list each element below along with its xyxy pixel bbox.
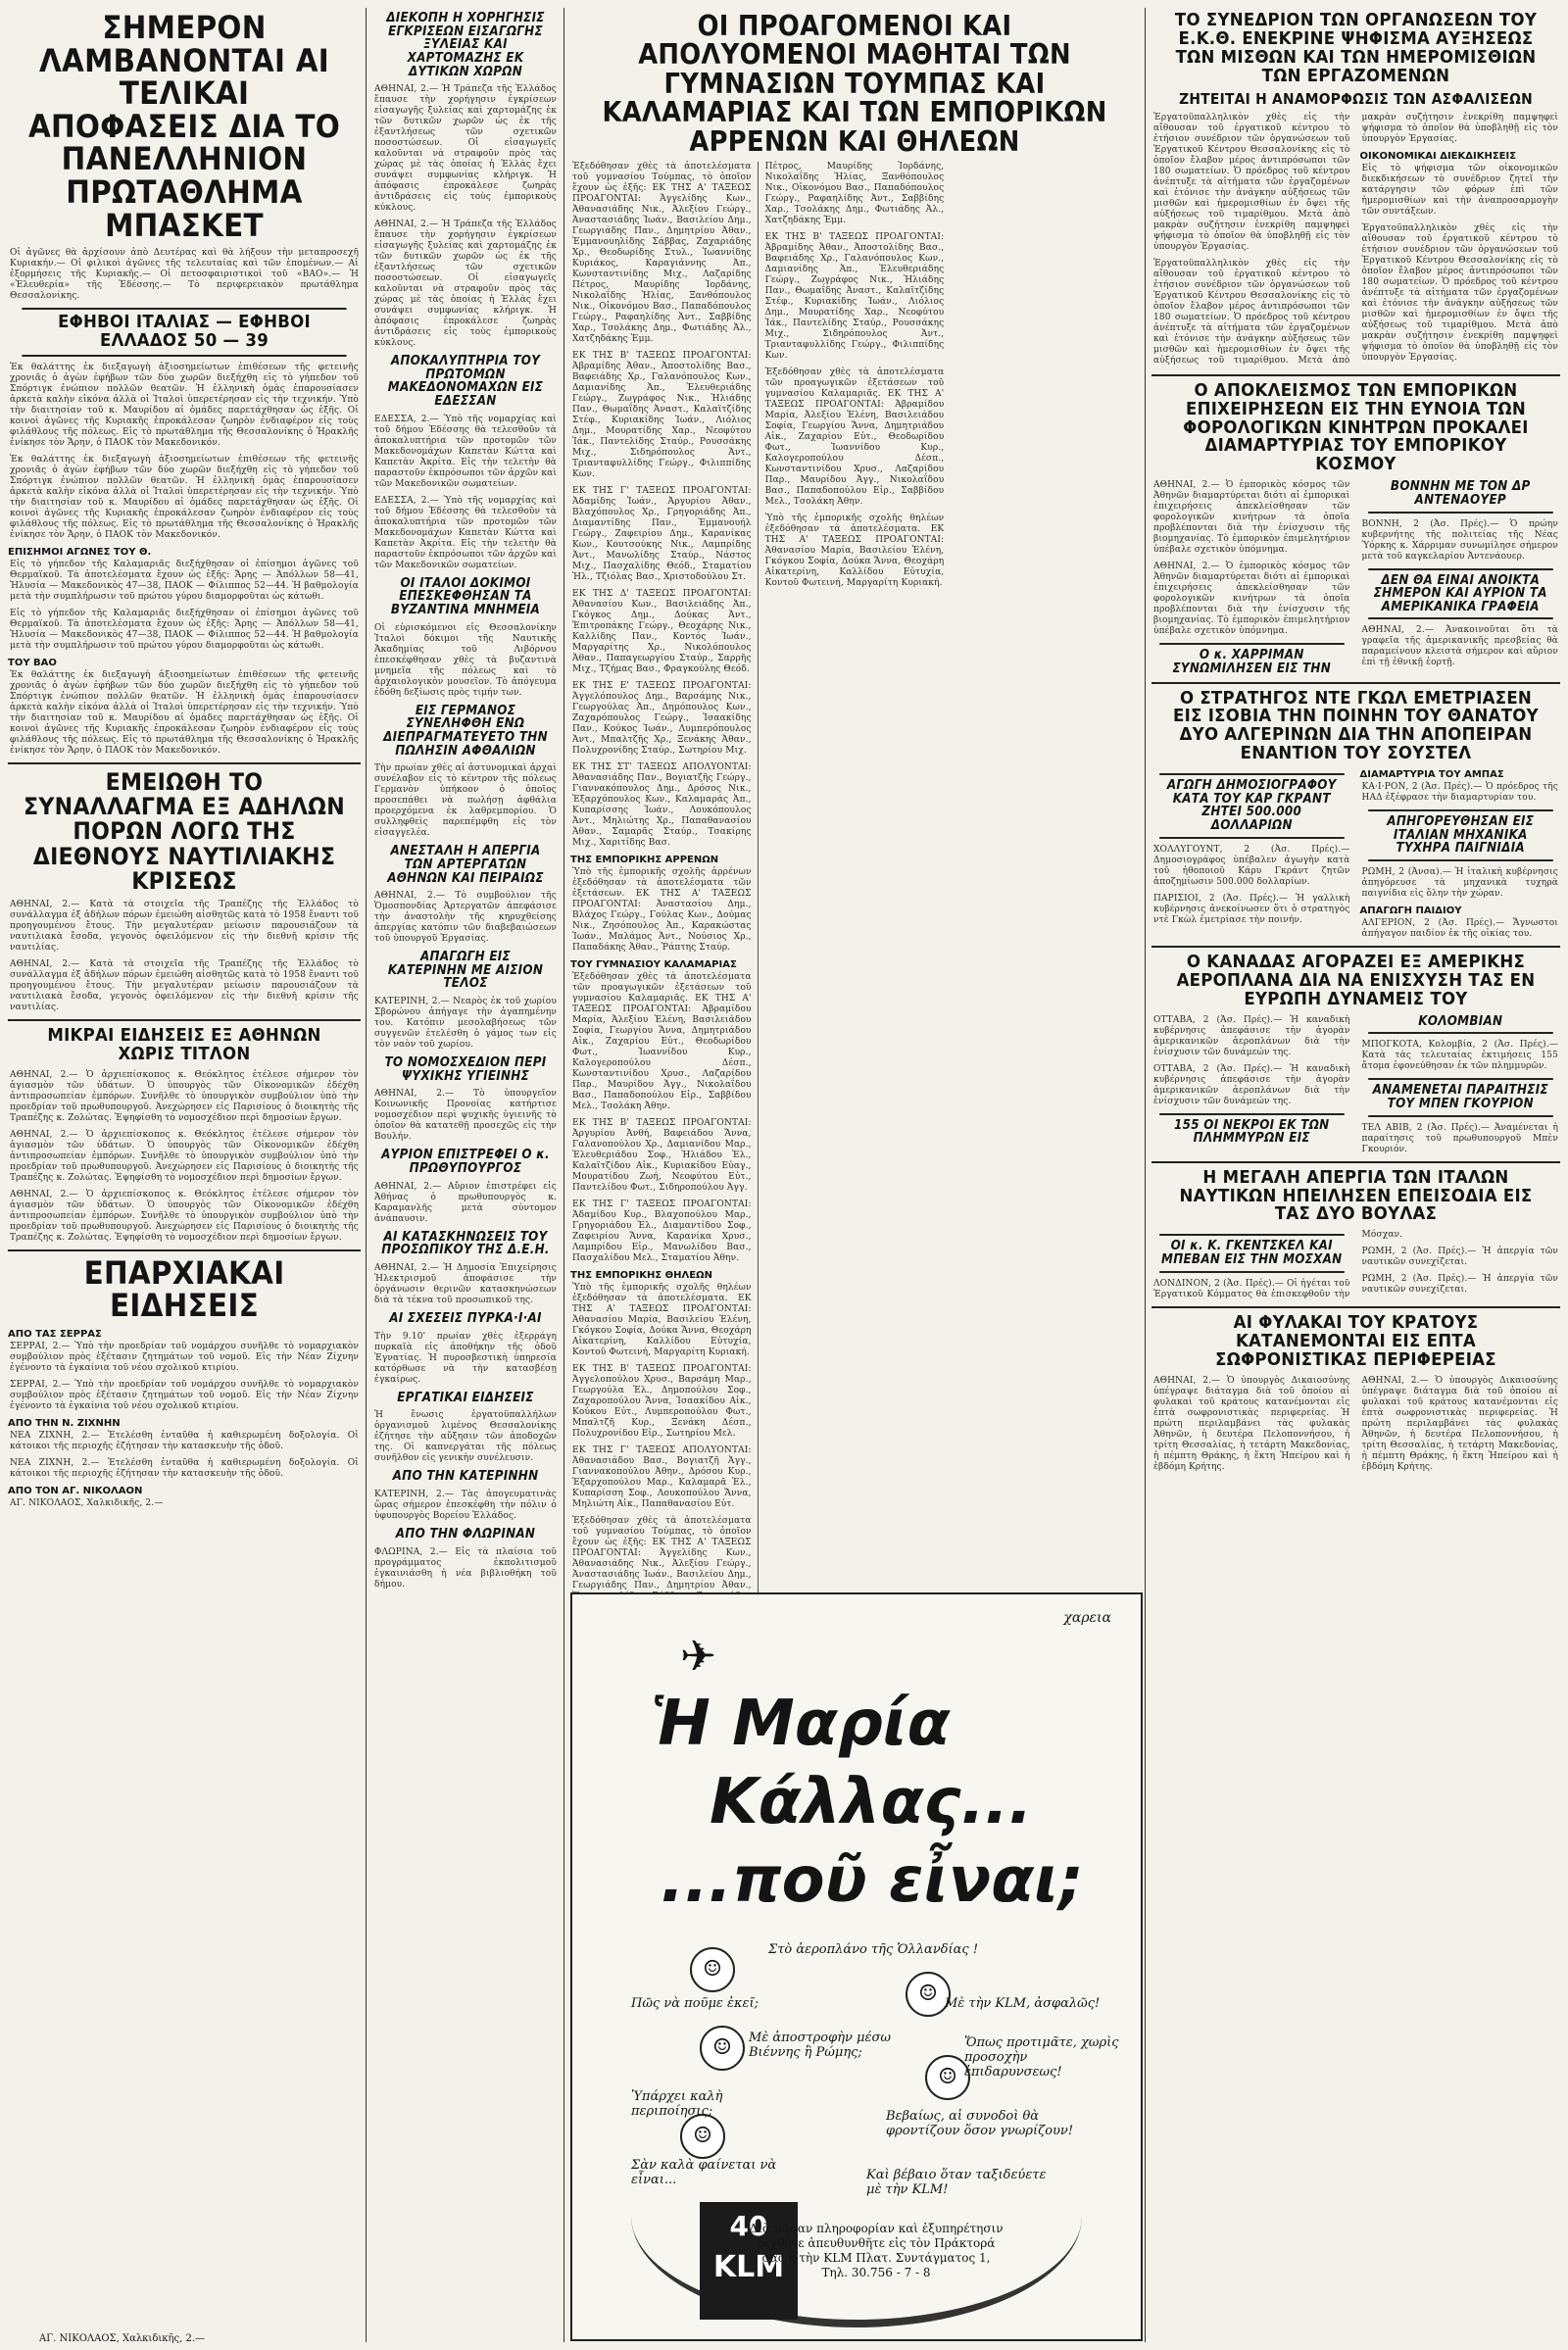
article-body: Ἐκ θαλάττης ἐκ διεξαγωγὴ ἀξιοσημείωτων ἐπιθέσεων τῆς φετεινῆς χρονιᾶς ὁ ἀγὼν ἐφήβων τῶν δύο χωρῶν διεξήχθη εἰς τὸ γήπεδον τοῦ Σπόρτιγκ ἐνώπιον πολλῶν θεατῶν. Ἡ ἑλληνικὴ ὁμὰς ἐπαρουσίασεν ἀρκετὰ καλὴν εἰκόνα ἀλλὰ οἱ Ἰταλοὶ ὑπερετέρησαν εἰς τὴν τεχνικήν. Ὑπὸ τὴν διαιτησίαν τοῦ κ. Μαυρίδου αἱ ὁμάδες παρετάχθησαν ὡς ἑξῆς. Οἱ κοινοὶ ἀγῶνες τῆς Κυριακῆς ἐπροκάλεσαν ζωηρὸν ἐνδιαφέρον εἰς τοὺς φιλάθλους τῆς πόλεως. Εἰς τὸ πρωτάθλημα τῆς Θεσσαλονίκης ὁ Ἡρακλῆς ἐνίκησε τὸν Ἄρην, ὁ ΠΑΟΚ τὸν Μακεδονικόν.: [10, 454, 359, 540]
subheading: ΟΙΚΟΝΟΜΙΚΑΙ ΔΙΕΚΔΙΚΗΣΕΙΣ: [1359, 151, 1517, 163]
article-body: ΕΔΕΣΣΑ, 2.— Ὑπὸ τῆς νομαρχίας καὶ τοῦ δήμου Ἐδέσσης θὰ τελεσθοῦν τὰ ἀποκαλυπτήρια τῶν προτομῶν τῶν Μακεδονομάχων Καπετὰν Κώττα καὶ Καπετὰν Ἀκρίτα. Εἰς τὴν τελετὴν θὰ παραστοῦν ἐκπρόσωποι τῶν ἀρχῶν καὶ τῶν Μακεδονικῶν σωματείων.: [374, 414, 557, 489]
headline: ΑΙ ΦΥΛΑΚΑΙ ΤΟΥ ΚΡΑΤΟΥΣ ΚΑΤΑΝΕΜΟΝΤΑΙ ΕΙΣ ΕΠΤΑ ΣΩΦΡΟΝΙΣΤΙΚΑΣ ΠΕΡΙΦΕΡΕΙΑΣ: [1215, 1312, 1496, 1371]
article-body: Ὑπὸ τῆς ἐμπορικῆς σχολῆς θηλέων ἐξεδόθησαν τὰ ἀποτελέσματα. ΕΚ ΤΗΣ Α' ΤΑΞΕΩΣ ΠΡΟΑΓΟΝΤΑΙ: Ἀθανασίου Μαρία, Βασιλείου Ἑλένη, Γκόγκου Σοφία, Δούκα Ἄννα, Θεοχάρη Αἰκατερίνη, Καλλίδου Εὐτυχία, Κοντοῦ Φωτεινή, Μαργαρίτη Κυριακή.: [572, 1282, 752, 1357]
column-4: [1152, 8, 1560, 2342]
headline: ΑΓΩΓΗ ΔΗΜΟΣΙΟΓΡΑΦΟΥ ΚΑΤΑ ΤΟΥ ΚΑΡ ΓΚΡΑΝΤ ΖΗΤΕΙ 500.000 ΔΟΛΛΑΡΙΩΝ: [1159, 773, 1344, 839]
headline: ΖΗΤΕΙΤΑΙ Η ΑΝΑΜΟΡΦΩΣΙΣ ΤΩΝ ΑΣΦΑΛΙΣΕΩΝ: [1179, 89, 1533, 108]
article-body: ΑΘΗΝΑΙ, 2.— Ἡ Δημοσία Ἐπιχείρησις Ἠλεκτρισμοῦ ἀποφάσισε τὴν ὀργάνωσιν θερινῶν κατασκηνώσεων διὰ τὰ τέκνα τοῦ προσωπικοῦ της.: [374, 1262, 557, 1305]
article-body: ΕΚ ΤΗΣ Γ' ΤΑΞΕΩΣ ΠΡΟΑΓΟΝΤΑΙ: Ἀδαμίδου Κυρ., Βλαχοπούλου Μαρ., Γρηγοριάδου Ἑλ., Διαμαντίδου Σοφ., Ζαφειρίου Ἄννα, Καρανίκα Χρυσ., Λαμπρίδου Εἰρ., Μανωλίδου Βασ., Πασχαλίδου Μελ., Σταματίου Ἀθην.: [572, 1199, 752, 1263]
article-body: Εἰς τὸ ψήφισμα τῶν οἰκονομικῶν διεκδικήσεων τὸ συνέδριον ζητεῖ τὴν κατάργησιν τῶν φόρων ἐπὶ τῶν ἡμερομισθίων καὶ τὴν ἀναπροσαρμογὴν τῶν συντάξεων.: [1361, 164, 1558, 218]
subheading: ΤΗΣ ΕΜΠΟΡΙΚΗΣ ΑΡΡΕΝΩΝ: [570, 854, 719, 865]
article-body: ΑΘΗΝΑΙ, 2.— Ὁ ἀρχιεπίσκοπος κ. Θεόκλητος ἐτέλεσε σήμερον τὸν ἁγιασμὸν τῶν ὑδάτων. Ὁ ὑπουργὸς τῶν Οἰκονομικῶν ἐδέχθη ἀντιπροσωπείαν ἐμπόρων. Συνῆλθε τὸ ὑπουργικὸν συμβούλιον ὑπὸ τὴν προεδρίαν τοῦ πρωθυπουργοῦ. Ἀνεχώρησεν εἰς Παρισίους ὁ διοικητὴς τῆς Τραπέζης κ. Ζολώτας. Ἐψηφίσθη τὸ νομοσχέδιον περὶ δημοσίων ἔργων.: [10, 1129, 359, 1183]
article-body: ΕΚ ΤΗΣ Β' ΤΑΞΕΩΣ ΠΡΟΑΓΟΝΤΑΙ: Ἀγγελοπούλου Χρυσ., Βαρσάμη Μαρ., Γεωργούλα Ἑλ., Δημοπούλου Σοφ., Ζαχαροπούλου Ἄννα, Ἰσαακίδου Αἰκ., Κούκου Εὐτ., Λυμπεροπούλου Φωτ., Μπαλτζῆ Κυρ., Ξενάκη Δέσπ., Πολυχρονίδου Εἰρ., Σωτηρίου Μελ.: [572, 1363, 752, 1439]
article-body: Εἰς τὸ γήπεδον τῆς Καλαμαριᾶς διεξήχθησαν οἱ ἐπίσημοι ἀγῶνες τοῦ Θερμαϊκοῦ. Τὰ ἀποτελέσματα ἔχουν ὡς ἑξῆς: Ἄρης — Ἀπόλλων 58—41, Ἠλυσία — Μακεδονικὸς 47—38, ΠΑΟΚ — Φίλιππος 52—44. Ἡ βαθμολογία μετὰ τὴν συμπλήρωσιν τοῦ πρώτου γύρου διαμορφοῦται ὡς κάτωθι.: [10, 559, 359, 602]
headline: ΕΡΓΑΤΙΚΑΙ ΕΙΔΗΣΕΙΣ: [397, 1390, 534, 1405]
article-body: ΕΚ ΤΗΣ Γ' ΤΑΞΕΩΣ ΑΠΟΛΥΟΝΤΑΙ: Ἀθανασιάδου Βασ., Βογιατζῆ Ἀγγ., Γιαννακοπούλου Ἀθην., Δρόσου Κυρ., Ἐξαρχοπούλου Μαρ., Καλαμαρᾶ Ἑλ., Κυπαρίσση Σοφ., Λουκοπούλου Ἄννα, Μηλιώτη Αἰκ., Παπαθανασίου Εὐτ.: [572, 1444, 752, 1509]
article-body: ΕΚ ΤΗΣ Ε' ΤΑΞΕΩΣ ΠΡΟΑΓΟΝΤΑΙ: Ἀγγελόπουλος Δημ., Βαρσάμης Νικ., Γεωργούλας Ἀπ., Δημόπουλος Κων., Ζαχαρόπουλος Γεώργ., Ἰσαακίδης Παν., Κούκος Ἰωάν., Λυμπερόπουλος Ἀντ., Μπαλτζῆς Χρ., Ξενάκης Ἀθαν., Πολυχρονίδης Σταύρ., Σωτηρίου Μιχ.: [572, 680, 752, 756]
headline: ΜΙΚΡΑΙ ΕΙΔΗΣΕΙΣ ΕΞ ΑΘΗΝΩΝ ΧΩΡΙΣ ΤΙΤΛΟΝ: [47, 1024, 321, 1064]
subheading: ΔΙΑΜΑΡΤΥΡΙΑ ΤΟΥ ΑΜΠΑΣ: [1359, 769, 1504, 781]
article-body: ΒΟΝΝΗ, 2 (Ἀσ. Πρές).— Ὁ πρώην κυβερνήτης τῆς πολιτείας τῆς Νέας Ὑόρκης κ. Χάρριμαν συνωμίλησε σήμερον μετὰ τοῦ καγκελαρίου Ἀντενάουερ.: [1361, 518, 1558, 562]
article-body: ΑΓ. ΝΙΚΟΛΑΟΣ, Χαλκιδικῆς, 2.—: [10, 1497, 164, 1508]
divider: [1152, 682, 1560, 684]
article-body: ΟΤΤΑΒΑ, 2 (Ἀσ. Πρές).— Ἡ καναδικὴ κυβέρνησις ἀπεφάσισε τὴν ἀγορὰν ἀμερικανικῶν ἀεροπλάνων διὰ τὴν ἐνίσχυσιν τῶν δυνάμεών της.: [1153, 1014, 1350, 1057]
headline: ΑΝΕΣΤΑΛΗ Η ΑΠΕΡΓΙΑ ΤΩΝ ΑΡΤΕΡΓΑΤΩΝ ΑΘΗΝΩΝ ΚΑΙ ΠΕΙΡΑΙΩΣ: [387, 844, 544, 886]
divider: [1152, 374, 1560, 376]
face-icon: ☺: [906, 1972, 951, 2017]
divider: [8, 1249, 361, 1251]
headline: ΑΠΟΚΑΛΥΠΤΗΡΙΑ ΤΟΥ ΠΡΩΤΟΜΩΝ ΜΑΚΕΔΟΝΟΜΑΧΩΝ ΕΙΣ ΕΔΕΣΣΑΝ: [387, 354, 544, 410]
subheading: ΑΠΟ ΤΗΝ Ν. ΖΙΧΝΗΝ: [8, 1417, 121, 1429]
article-body: ΕΚ ΤΗΣ Β' ΤΑΞΕΩΣ ΠΡΟΑΓΟΝΤΑΙ: Ἀργυρίου Ἀνθή, Βαφειάδου Ἄννα, Γαλανοπούλου Χρ., Δαμιανίδου Μαρ., Ἐλευθεριάδου Σοφ., Ἠλιάδου Ἑλ., Καλαϊτζίδου Αἰκ., Κυριακίδου Εὐαγ., Μουρατίδου Ζωή, Νεοφύτου Εὐτ., Παντελίδου Φωτ., Σιδηροπούλου Ἀγγ.: [572, 1117, 752, 1193]
divider: [8, 1019, 361, 1021]
subheading: ΤΟΥ ΒΑΟ: [8, 657, 57, 668]
airplane-icon: ✈: [680, 1632, 716, 1682]
article-body: ΡΩΜΗ, 2 (Ἀνσα).— Ἡ ἰταλικὴ κυβέρνησις ἀπηγόρευσε τὰ μηχανικὰ τυχηρὰ παιγνίδια εἰς ὅλην τὴν χώραν.: [1361, 867, 1558, 900]
article-body: ΕΚ ΤΗΣ ΣΤ' ΤΑΞΕΩΣ ΑΠΟΛΥΟΝΤΑΙ: Ἀθανασιάδης Παν., Βογιατζῆς Γεώργ., Γιαννακόπουλος Δημ., Δρόσος Νικ., Ἐξαρχόπουλος Κων., Καλαμαράς Ἀπ., Κυπαρίσσης Ἰωάν., Λουκόπουλος Ἀντ., Μηλιώτης Χρ., Παπαθανασίου Ἀθαν., Σαμαρᾶς Σταύρ., Τσακίρης Μιχ., Χαριτίδης Βασ.: [572, 761, 752, 848]
ad-swoosh: [631, 2104, 1082, 2327]
headline: ΑΙ ΣΧΕΣΕΙΣ ΠΥΡΚΑ·Ι·ΑΙ: [389, 1310, 542, 1326]
article-body: ΕΚ ΤΗΣ Δ' ΤΑΞΕΩΣ ΠΡΟΑΓΟΝΤΑΙ: Ἀθανασίου Κων., Βασιλειάδης Ἀπ., Γκόγκος Δημ., Δούκας Ἀντ., Ἐπιτροπάκης Γεώργ., Θεοχάρης Νικ., Καλλίδης Παν., Κοντός Ἰωάν., Μαργαρίτης Χρ., Νικολόπουλος Ἀθαν., Παπαγεωργίου Σταύρ., Σαρρῆς Μιχ., Τζήμας Βασ., Φραγκούλης Θεόδ.: [572, 588, 752, 674]
ad-contact: Διὰ πᾶσαν πληροφορίαν καὶ ἐξυπηρέτησιν δεχθῆτε ἀπευθυνθῆτε εἰς τὸν Πράκτορά σας ἢ τὴν KLM Πλατ. Συντάγματος 1, Τηλ. 30.756 - 7 - 8: [749, 2222, 1004, 2279]
article-columns: [1152, 113, 1560, 368]
headline: ΕΙΣ ΓΕΡΜΑΝΟΣ ΣΥΝΕΛΗΦΘΗ ΕΝΩ ΔΙΕΠΡΑΓΜΑΤΕΥΕΤΟ ΤΗΝ ΠΩΛΗΣΙΝ ΑΦΘΑΛΙΩΝ: [383, 703, 548, 759]
ad-question: Ὑπάρχει καλὴ περιποίησις;: [631, 2089, 723, 2119]
headline: ΤΟ ΣΥΝΕΔΡΙΟΝ ΤΩΝ ΟΡΓΑΝΩΣΕΩΝ ΤΟΥ Ε.Κ.Θ. ΕΝΕΚΡΙΝΕ ΨΗΦΙΣΜΑ ΑΥΞΗΣΕΩΣ ΤΩΝ ΜΙΣΘΩΝ ΚΑΙ ΤΩΝ ΗΜΕΡΟΜΙΣΘΙΩΝ ΤΩΝ ΕΡΓΑΖΟΜΕΝΩΝ: [1174, 10, 1538, 86]
article-body: Ἐκ θαλάττης ἐκ διεξαγωγὴ ἀξιοσημείωτων ἐπιθέσεων τῆς φετεινῆς χρονιᾶς ὁ ἀγὼν ἐφήβων τῶν δύο χωρῶν διεξήχθη εἰς τὸ γήπεδον τοῦ Σπόρτιγκ ἐνώπιον πολλῶν θεατῶν. Ἡ ἑλληνικὴ ὁμὰς ἐπαρουσίασεν ἀρκετὰ καλὴν εἰκόνα ἀλλὰ οἱ Ἰταλοὶ ὑπερετέρησαν εἰς τὴν τεχνικήν. Ὑπὸ τὴν διαιτησίαν τοῦ κ. Μαυρίδου αἱ ὁμάδες παρετάχθησαν ὡς ἑξῆς. Οἱ κοινοὶ ἀγῶνες τῆς Κυριακῆς ἐπροκάλεσαν ζωηρὸν ἐνδιαφέρον εἰς τοὺς φιλάθλους τῆς πόλεως. Εἰς τὸ πρωτάθλημα τῆς Θεσσαλονίκης ὁ Ἡρακλῆς ἐνίκησε τὸν Ἄρην, ὁ ΠΑΟΚ τὸν Μακεδονικόν.: [10, 669, 359, 756]
article-body: ΣΕΡΡΑΙ, 2.— Ὑπὸ τὴν προεδρίαν τοῦ νομάρχου συνῆλθε τὸ νομαρχιακὸν συμβούλιον πρὸς ἐξέτασιν ζητημάτων τοῦ νομοῦ. Εἰς τὴν Νέαν Ζίχνην ἐγένοντο τὰ ἐγκαίνια τοῦ νέου σχολικοῦ κτιρίου.: [10, 1341, 359, 1373]
headline: Ο ΣΤΡΑΤΗΓΟΣ ΝΤΕ ΓΚΩΛ ΕΜΕΤΡΙΑΣΕΝ ΕΙΣ ΙΣΟΒΙΑ ΤΗΝ ΠΟΙΝΗΝ ΤΟΥ ΘΑΝΑΤΟΥ ΔΥΟ ΑΛΓΕΡΙΝΩΝ ΔΙΑ ΤΗΝ ΑΠΟΠΕΙΡΑΝ ΕΝΑΝΤΙΟΝ ΤΟΥ ΣΟΥΣΤΕΛ: [1173, 687, 1539, 764]
article-columns: [1152, 1230, 1560, 1300]
article-body: Ἐξεδόθησαν χθὲς τὰ ἀποτελέσματα τοῦ γυμνασίου Τούμπας, τὸ ὁποῖον ἔχουν ὡς ἑξῆς: ΕΚ ΤΗΣ Α' ΤΑΞΕΩΣ ΠΡΟΑΓΟΝΤΑΙ: Ἀγγελίδης Κων., Ἀθανασιάδης Νικ., Ἀλεξίου Γεώργ., Ἀναστασιάδης Ἰωάν., Βασιλείου Δημ., Γεωργιάδης Παν., Δημητρίου Ἀθαν., Ἐμμανουηλίδης Σάββας, Ζαχαριάδης Χρ., Θεοδωρίδης Στυλ., Ἰωαννίδης Κυριάκος, Καραγιάννης Ἀπ., Κωνσταντινίδης Μιχ., Λαζαρίδης Πέτρος, Μαυρίδης Ἰορδάνης, Νικολαΐδης Ἠλίας, Ξανθόπουλος Νικ., Οἰκονόμου Βασ., Παπαδόπουλος Γεώργ., Ραφαηλίδης Ἀντ., Σαββίδης Χαρ., Τσολάκης Δημ., Φωτιάδης Ἀλ., Χατζηδάκης Ἐμμ.: [572, 161, 752, 344]
article-body: ΑΘΗΝΑΙ, 2.— Ὁ ἐμπορικὸς κόσμος τῶν Ἀθηνῶν διαμαρτύρεται διότι αἱ ἐμπορικαὶ ἐπιχειρήσεις ἀπεκλείσθησαν τῶν φορολογικῶν κινήτρων τὰ ὁποῖα προβλέπονται διὰ τὴν ἐνίσχυσιν τῆς βιομηχανίας. Τὸ ἐμπορικὸν ἐπιμελητήριον ὑπέβαλε σχετικὸν ὑπόμνημα.: [1153, 480, 1350, 556]
article-body: ΑΘΗΝΑΙ, 2.— Ἡ Τράπεζα τῆς Ἑλλάδος ἔπαυσε τὴν χορήγησιν ἐγκρίσεων εἰσαγωγῆς ξυλείας καὶ χαρτομάζης ἐκ τῶν δυτικῶν χωρῶν ὡς ἐκ τῆς ἐξαντλήσεως τῶν σχετικῶν ποσοστώσεων. Οἱ εἰσαγωγεῖς καλοῦνται νὰ στραφοῦν πρὸς τὰς χώρας μὲ τὰς ὁποίας ἡ Ἑλλὰς ἔχει συνάψει συμφωνίας κλήριγκ. Ἡ ἀπόφασις ἐπροκάλεσε ζωηρὰς ἀντιδράσεις εἰς τοὺς ἐμπορικοὺς κύκλους.: [374, 84, 557, 214]
results-columns: [570, 162, 1139, 1641]
headline: 155 ΟΙ ΝΕΚΡΟΙ ΕΚ ΤΩΝ ΠΛΗΜΜΥΡΩΝ ΕΙΣ ΚΟΛΟΜΒΙΑΝ: [1159, 1015, 1536, 1155]
headline: ΔΕΝ ΘΑ ΕΙΝΑΙ ΑΝΟΙΚΤΑ ΣΗΜΕΡΟΝ ΚΑΙ ΑΥΡΙΟΝ ΤΑ ΑΜΕΡΙΚΑΝΙΚΑ ΓΡΑΦΕΙΑ: [1368, 568, 1552, 620]
article-body: Ὑπὸ τῆς ἐμπορικῆς σχολῆς θηλέων ἐξεδόθησαν τὰ ἀποτελέσματα. ΕΚ ΤΗΣ Α' ΤΑΞΕΩΣ ΠΡΟΑΓΟΝΤΑΙ: Ἀθανασίου Μαρία, Βασιλείου Ἑλένη, Γκόγκου Σοφία, Δούκα Ἄννα, Θεοχάρη Αἰκατερίνη, Καλλίδου Εὐτυχία, Κοντοῦ Φωτεινή, Μαργαρίτη Κυριακή.: [764, 513, 945, 588]
article-columns: [1152, 769, 1560, 940]
ad-headline: Ἡ Μαρία: [651, 1688, 951, 1760]
article-body: Εἰς τὸ γήπεδον τῆς Καλαμαριᾶς διεξήχθησαν οἱ ἐπίσημοι ἀγῶνες τοῦ Θερμαϊκοῦ. Τὰ ἀποτελέσματα ἔχουν ὡς ἑξῆς: Ἄρης — Ἀπόλλων 58—41, Ἠλυσία — Μακεδονικὸς 47—38, ΠΑΟΚ — Φίλιππος 52—44. Ἡ βαθμολογία μετὰ τὴν συμπλήρωσιν τοῦ πρώτου γύρου διαμορφοῦται ὡς κάτωθι.: [10, 608, 359, 651]
badge-label: KLM: [712, 2250, 785, 2284]
headline: ΕΦΗΒΟΙ ΙΤΑΛΙΑΣ — ΕΦΗΒΟΙ ΕΛΛΑΔΟΣ 50 — 39: [22, 308, 346, 357]
column-3: [570, 8, 1139, 1591]
subheading: ΑΠΟ ΤΟΝ ΑΓ. ΝΙΚΟΛΑΟΝ: [8, 1485, 143, 1496]
ad-headline: Κάλλας...: [710, 1766, 1033, 1838]
article-body: ΚΑ·Ι·ΡΟΝ, 2 (Ἀσ. Πρές).— Ὁ πρόεδρος τῆς ΗΑΔ ἐξέφρασε τὴν διαμαρτυρίαν του.: [1361, 782, 1558, 804]
ad-answer: Βεβαίως, αἱ συνοδοὶ θὰ φροντίζουν ὅσον γνωρίζουν!: [886, 2109, 1074, 2138]
article-body: ΝΕΑ ΖΙΧΝΗ, 2.— Ἐτελέσθη ἐνταῦθα ἡ καθιερωμένη δοξολογία. Οἱ κάτοικοι τῆς περιοχῆς ἐζήτησαν τὴν κατασκευὴν τῆς ὁδοῦ.: [10, 1457, 359, 1479]
headline: ΟΙ κ. Κ. ΓΚΕΝΤΣΚΕΛ ΚΑΙ ΜΠΕΒΑΝ ΕΙΣ ΤΗΝ ΜΟΣΧΑΝ: [1159, 1234, 1344, 1272]
headline: ΑΠΟ ΤΗΝ ΚΑΤΕΡΙΝΗΝ: [392, 1469, 539, 1485]
article-body: ΑΘΗΝΑΙ, 2.— Ὁ ἀρχιεπίσκοπος κ. Θεόκλητος ἐτέλεσε σήμερον τὸν ἁγιασμὸν τῶν ὑδάτων. Ὁ ὑπουργὸς τῶν Οἰκονομικῶν ἐδέχθη ἀντιπροσωπείαν ἐμπόρων. Συνῆλθε τὸ ὑπουργικὸν συμβούλιον ὑπὸ τὴν προεδρίαν τοῦ πρωθυπουργοῦ. Ἀνεχώρησεν εἰς Παρισίους ὁ διοικητὴς τῆς Τραπέζης κ. Ζολώτας. Ἐψηφίσθη τὸ νομοσχέδιον περὶ δημοσίων ἔργων.: [10, 1189, 359, 1243]
headline: ΟΙ ΙΤΑΛΟΙ ΔΟΚΙΜΟΙ ΕΠΕΣΚΕΦΘΗΣΑΝ ΤΑ ΒΥΖΑΝΤΙΝΑ ΜΝΗΜΕΙΑ: [390, 575, 541, 618]
headline: ΑΥΡΙΟΝ ΕΠΙΣΤΡΕΦΕΙ Ο κ. ΠΡΩΘΥΠΟΥΡΓΟΣ: [381, 1148, 550, 1177]
headline: Ο κ. ΧΑΡΡΙΜΑΝ ΣΥΝΩΜΙΛΗΣΕΝ ΕΙΣ ΤΗΝ ΒΟΝΝΗΝ ΜΕ ΤΟΝ ΔΡ ΑΝΤΕΝΑΟΥΕΡ: [1159, 480, 1536, 675]
article-body: ΤΕΛ ΑΒΙΒ, 2 (Ἀσ. Πρές).— Ἀναμένεται ἡ παραίτησις τοῦ πρωθυπουργοῦ Μπὲν Γκουριόν.: [1361, 1122, 1558, 1154]
face-icon: ☺: [925, 2055, 970, 2100]
article-body: Ἐργατοϋπαλληλικὸν χθὲς εἰς τὴν αἴθουσαν τοῦ ἐργατικοῦ κέντρου τὸ ἐτήσιον συνέδριον τῶν ὀργανώσεων τοῦ Ἐργατικοῦ Κέντρου Θεσσαλονίκης εἰς τὸ ὁποῖον ἔλαβον μέρος ἀντιπρόσωποι τῶν 180 σωματείων. Ὁ πρόεδρος τοῦ κέντρου ἀνέπτυξε τὰ αἰτήματα τῶν ἐργαζομένων καὶ ἐτόνισε τὴν ἀνάγκην αὐξήσεως τῶν μισθῶν καὶ ἡμερομισθίων ἐν ὄψει τῆς αὐξήσεως τοῦ τιμαρίθμου. Μετὰ ἀπὸ μακρὰν συζήτησιν ἐνεκρίθη παμψηφεὶ ψήφισμα τὸ ὁποῖον θὰ ὑποβληθῇ εἰς τὸν ὑπουργὸν Ἐργασίας.: [1153, 113, 1350, 253]
divider: [1152, 1161, 1560, 1163]
article-body: Ἐργατοϋπαλληλικὸν χθὲς εἰς τὴν αἴθουσαν τοῦ ἐργατικοῦ κέντρου τὸ ἐτήσιον συνέδριον τῶν ὀργανώσεων τοῦ Ἐργατικοῦ Κέντρου Θεσσαλονίκης εἰς τὸ ὁποῖον ἔλαβον μέρος ἀντιπρόσωποι τῶν 180 σωματείων. Ὁ πρόεδρος τοῦ κέντρου ἀνέπτυξε τὰ αἰτήματα τῶν ἐργαζομένων καὶ ἐτόνισε τὴν ἀνάγκην αὐξήσεως τῶν μισθῶν καὶ ἡμερομισθίων ἐν ὄψει τῆς αὐξήσεως τοῦ τιμαρίθμου. Μετὰ ἀπὸ μακρὰν συζήτησιν ἐνεκρίθη παμψηφεὶ ψήφισμα τὸ ὁποῖον θὰ ὑποβληθῇ εἰς τὸν ὑπουργὸν Ἐργασίας.: [1153, 113, 1558, 367]
page-footer: ΑΓ. ΝΙΚΟΛΑΟΣ, Χαλκιδικῆς, 2.—: [39, 2333, 206, 2344]
subheading: ΑΠΑΓΩΓΗ ΠΑΙΔΙΟΥ: [1359, 906, 1462, 917]
article-body: ΑΛΓΕΡΙΟΝ, 2 (Ἀσ. Πρές).— Ἄγνωστοι ἀπήγαγον παιδίον ἐκ τῆς οἰκίας του.: [1361, 918, 1558, 940]
face-icon: ☺: [690, 1947, 735, 1992]
article-columns: [1152, 1376, 1560, 1479]
article-body: ΛΟΝΔΙΝΟΝ, 2 (Ἀσ. Πρές).— Οἱ ἡγέται τοῦ Ἐργατικοῦ Κόμματος θὰ ἐπισκεφθοῦν τὴν Μόσχαν.: [1153, 1230, 1403, 1299]
ad-question: Πῶς νὰ ποῦμε ἐκεῖ;: [631, 1996, 759, 2011]
article-body: ΧΟΛΛΥΓΟΥΝΤ, 2 (Ἀσ. Πρές).— Δημοσιογράφος ὑπέβαλεν ἀγωγὴν κατὰ τοῦ ἠθοποιοῦ Κάρυ Γκράντ ζητῶν ἀποζημίωσιν 500.000 δολλαρίων.: [1153, 844, 1350, 887]
article-body: ΑΘΗΝΑΙ, 2.— Ὁ ἀρχιεπίσκοπος κ. Θεόκλητος ἐτέλεσε σήμερον τὸν ἁγιασμὸν τῶν ὑδάτων. Ὁ ὑπουργὸς τῶν Οἰκονομικῶν ἐδέχθη ἀντιπροσωπείαν ἐμπόρων. Συνῆλθε τὸ ὑπουργικὸν συμβούλιον ὑπὸ τὴν προεδρίαν τοῦ πρωθυπουργοῦ. Ἀνεχώρησεν εἰς Παρισίους ὁ διοικητὴς τῆς Τραπέζης κ. Ζολώτας. Ἐψηφίσθη τὸ νομοσχέδιον περὶ δημοσίων ἔργων.: [10, 1069, 359, 1123]
article-body: ΜΠΟΓΚΟΤΑ, Κολομβία, 2 (Ἀσ. Πρές).— Κατὰ τὰς τελευταίας ἐκτιμήσεις 155 ἄτομα ἐφονεύθησαν ἐκ τῶν πλημμυρῶν.: [1361, 1040, 1558, 1072]
article-body: ΚΑΤΕΡΙΝΗ, 2.— Νεαρὸς ἐκ τοῦ χωρίου Σβορώνου ἀπήγαγε τὴν ἀγαπημένην του. Κατόπιν μεσολαβήσεως τῶν συγγενῶν ἐτελέσθη ὁ γάμος των εἰς τὸν ναὸν τοῦ χωρίου.: [374, 997, 557, 1051]
column-1: [8, 8, 361, 2342]
headline: ΤΟ ΝΟΜΟΣΧΕΔΙΟΝ ΠΕΡΙ ΨΥΧΙΚΗΣ ΥΓΙΕΙΝΗΣ: [384, 1055, 547, 1084]
article-body: Τὴν 9.10' πρωίαν χθὲς ἐξερράγη πυρκαϊὰ εἰς ἀποθήκην τῆς ὁδοῦ Ἐγνατίας. Ἡ πυροσβεστικὴ ὑπηρεσία κατόρθωσε νὰ τὴν κατασβέσῃ ἐγκαίρως.: [374, 1331, 557, 1385]
article-body: ΟΤΤΑΒΑ, 2 (Ἀσ. Πρές).— Ἡ καναδικὴ κυβέρνησις ἀπεφάσισε τὴν ἀγορὰν ἀμερικανικῶν ἀεροπλάνων διὰ τὴν ἐνίσχυσιν τῶν δυνάμεών της.: [1153, 1063, 1350, 1106]
subheading: ΕΠΙΣΗΜΟΙ ΑΓΩΝΕΣ ΤΟΥ Θ.: [8, 546, 152, 558]
ad-answer: Καὶ βέβαιο ὅταν ταξιδεύετε μὲ τὴν KLM!: [866, 2168, 1047, 2197]
article-body: Ἐξεδόθησαν χθὲς τὰ ἀποτελέσματα τῶν προαγωγικῶν ἐξετάσεων τοῦ γυμνασίου Καλαμαριᾶς. ΕΚ ΤΗΣ Α' ΤΑΞΕΩΣ ΠΡΟΑΓΟΝΤΑΙ: Ἀβραμίδου Μαρία, Ἀλεξίου Ἑλένη, Βασιλειάδου Σοφία, Γεωργίου Ἄννα, Δημητριάδου Αἰκ., Ζαχαρίου Εὐτ., Θεοδωρίδου Φωτ., Ἰωαννίδου Κυρ., Καλογεροπούλου Δέσπ., Κωνσταντινίδου Χρυσ., Λαζαρίδου Παρ., Μαυρίδου Ἀγγ., Νικολαΐδου Βασ., Παπαδοπούλου Εἰρ., Σαββίδου Μελ., Τσολάκη Ἀθην.: [764, 367, 945, 507]
article-body: Τὴν πρωίαν χθὲς αἱ ἀστυνομικαὶ ἀρχαὶ συνέλαβον εἰς τὸ κέντρον τῆς πόλεως Γερμανὸν ὑπήκοον ὁ ὁποῖος προσεπάθει νὰ πωλήσῃ ἀφθάλια προερχόμενα ἐκ λαθρεμπορίου. Ὁ συλληφθεὶς παρεπέμφθη εἰς τὸν εἰσαγγελέα.: [374, 763, 557, 839]
headline: ΟΙ ΠΡΟΑΓΟΜΕΝΟΙ ΚΑΙ ΑΠΟΛΥΟΜΕΝΟΙ ΜΑΘΗΤΑΙ ΤΩΝ ΓΥΜΝΑΣΙΩΝ ΤΟΥΜΠΑΣ ΚΑΙ ΚΑΛΑΜΑΡΙΑΣ ΚΑΙ ΤΩΝ ΕΜΠΟΡΙΚΩΝ ΑΡΡΕΝΩΝ ΚΑΙ ΘΗΛΕΩΝ: [602, 10, 1107, 158]
column-2: [372, 8, 559, 2342]
article-body: ΑΘΗΝΑΙ, 2.— Κατὰ τὰ στοιχεῖα τῆς Τραπέζης τῆς Ἑλλάδος τὸ συνάλλαγμα ἐξ ἀδήλων πόρων ἐμειώθη αἰσθητῶς κατὰ τὸ 1958 ἔναντι τοῦ προηγουμένου ἔτους. Τὴν μεγαλυτέραν μείωσιν παρουσιάζουν τὰ ναυτιλιακὰ ἔσοδα, γεγονὸς ὀφειλόμενον εἰς τὴν διεθνῆ κρίσιν τῆς ναυτιλίας.: [10, 899, 359, 953]
headline: Ο ΚΑΝΑΔΑΣ ΑΓΟΡΑΖΕΙ ΕΞ ΑΜΕΡΙΚΗΣ ΑΕΡΟΠΛΑΝΑ ΔΙΑ ΝΑ ΕΝΙΣΧΥΣΗ ΤΑΣ ΕΝ ΕΥΡΩΠΗ ΔΥΝΑΜΕΙΣ ΤΟΥ: [1176, 952, 1536, 1009]
article-body: ΝΕΑ ΖΙΧΝΗ, 2.— Ἐτελέσθη ἐνταῦθα ἡ καθιερωμένη δοξολογία. Οἱ κάτοικοι τῆς περιοχῆς ἐζήτησαν τὴν κατασκευὴν τῆς ὁδοῦ.: [10, 1430, 359, 1451]
ad-brand-word: χαρεια: [1063, 1610, 1111, 1626]
divider: [1152, 1306, 1560, 1308]
article-body: ΑΘΗΝΑΙ, 2.— Ὁ ἐμπορικὸς κόσμος τῶν Ἀθηνῶν διαμαρτύρεται διότι αἱ ἐμπορικαὶ ἐπιχειρήσεις ἀπεκλείσθησαν τῶν φορολογικῶν κινήτρων τὰ ὁποῖα προβλέπονται διὰ τὴν ἐνίσχυσιν τῆς βιομηχανίας. Τὸ ἐμπορικὸν ἐπιμελητήριον ὑπέβαλε σχετικὸν ὑπόμνημα.: [1153, 562, 1350, 637]
headline: Ο ΑΠΟΚΛΕΙΣΜΟΣ ΤΩΝ ΕΜΠΟΡΙΚΩΝ ΕΠΙΧΕΙΡΗΣΕΩΝ ΕΙΣ ΤΗΝ ΕΥΝΟΙΑ ΤΩΝ ΦΟΡΟΛΟΓΙΚΩΝ ΚΙΝΗΤΡΩΝ ΠΡΟΚΑΛΕΙ ΔΙΑΜΑΡΤΥΡΙΑΣ ΤΟΥ ΕΜΠΟΡΙΚΟΥ ΚΟΣΜΟΥ: [1183, 379, 1529, 475]
headline: ΣΗΜΕΡΟΝ ΛΑΜΒΑΝΟΝΤΑΙ ΑΙ ΤΕΛΙΚΑΙ ΑΠΟΦΑΣΕΙΣ ΔΙΑ ΤΟ ΠΑΝΕΛΛΗΝΙΟΝ ΠΡΩΤΑΘΛΗΜΑ ΜΠΑΣΚΕΤ: [27, 9, 341, 244]
article-body: ΕΚ ΤΗΣ Γ' ΤΑΞΕΩΣ ΠΡΟΑΓΟΝΤΑΙ: Ἀδαμίδης Ἰωάν., Ἀργυρίου Ἀθαν., Βλαχόπουλος Χρ., Γρηγοριάδης Ἀπ., Διαμαντίδης Παν., Ἐμμανουήλ Γεώργ., Ζαφειρίου Δημ., Καρανίκας Κων., Κουτσούκης Νικ., Λαμπρίδης Ἀντ., Μανωλίδης Σταύρ., Νάστος Μιχ., Πασχαλίδης Θεόδ., Σταματίου Ἠλ., Τζιόλας Βασ., Χριστοδούλου Στ.: [572, 485, 752, 582]
ad-question: Μὲ ἀποστροφὴν μέσω Βιέννης ἢ Ρώμης;: [749, 2031, 891, 2060]
article-body: ΠΑΡΙΣΙΟΙ, 2 (Ἀσ. Πρές).— Ἡ γαλλικὴ κυβέρνησις ἀνεκοίνωσεν ὅτι ὁ στρατηγὸς ντὲ Γκὼλ ἐμετρίασε τὴν ποινήν.: [1153, 893, 1350, 925]
headline: ΑΠΗΓΟΡΕΥΘΗΣΑΝ ΕΙΣ ΙΤΑΛΙΑΝ ΜΗΧΑΝΙΚΑ ΤΥΧΗΡΑ ΠΑΙΓΝΙΔΙΑ: [1368, 809, 1552, 861]
article-columns: [1152, 480, 1560, 675]
divider: [8, 762, 361, 764]
badge-years: 40: [729, 2210, 768, 2242]
headline: ΑΠΟ ΤΗΝ ΦΛΩΡΙΝΑΝ: [395, 1526, 536, 1542]
subheading: ΤΟΥ ΓΥΜΝΑΣΙΟΥ ΚΑΛΑΜΑΡΙΑΣ: [570, 958, 737, 970]
article-body: ΚΑΤΕΡΙΝΗ, 2.— Τὰς ἀπογευματινὰς ὥρας σήμερον ἐπεσκέφθη τὴν πόλιν ὁ ὑφυπουργὸς Βορείου Ἑλλάδος.: [374, 1489, 557, 1521]
article-body: ΑΘΗΝΑΙ, 2.— Τὸ ὑπουργεῖον Κοινωνικῆς Προνοίας κατήρτισε νομοσχέδιον περὶ ψυχικῆς ὑγιεινῆς τὸ ὁποῖον θὰ κατατεθῇ προσεχῶς εἰς τὴν Βουλήν.: [374, 1089, 557, 1143]
article-body: ΑΘΗΝΑΙ, 2.— Ὁ ὑπουργὸς Δικαιοσύνης ὑπέγραψε διάταγμα διὰ τοῦ ὁποίου αἱ φυλακαὶ τοῦ κράτους κατανέμονται εἰς ἑπτὰ σωφρονιστικὰς περιφερείας. Ἡ πρώτη περιλαμβάνει τὰς φυλακὰς Ἀθηνῶν, ἡ δευτέρα Πελοποννήσου, ἡ τρίτη Θεσσαλίας, ἡ τετάρτη Μακεδονίας, ἡ πέμπτη Θράκης, ἡ ἕκτη Ἠπείρου καὶ ἡ ἑβδόμη Κρήτης.: [1361, 1376, 1558, 1473]
article-body: ΑΘΗΝΑΙ, 2.— Τὸ συμβούλιον τῆς Ὁμοσπονδίας Ἀρτεργατῶν ἀπεφάσισε τὴν ἀναστολὴν τῆς κηρυχθείσης ἀπεργίας κατόπιν τῶν διαβεβαιώσεων τοῦ ὑπουργοῦ Ἐργασίας.: [374, 891, 557, 945]
article-body: Οἱ ἀγῶνες θὰ ἀρχίσουν ἀπὸ Δευτέρας καὶ θὰ λήξουν τὴν μεταπροσεχῆ Κυριακήν.— Οἱ φιλικοὶ ἀγῶνες τῆς τελευταίας καὶ τῶν ἑπομένων.— Αἱ ἐξορμήσεις τῆς Κυριακῆς.— Οἱ πετοσφαιριστικοὶ τοῦ «ΒΑΟ».— Ἡ «Ἐλευθερία» τῆς Ἐδέσσης.— Τὸ περιφερειακὸν πρωτάθλημα Θεσσαλονίκης.: [10, 248, 359, 302]
article-body: ΦΛΩΡΙΝΑ, 2.— Εἰς τὰ πλαίσια τοῦ προγράμματος ἐκπολιτισμοῦ ἐγκαινιάσθη ἡ νέα βιβλιοθήκη τοῦ δήμου.: [374, 1546, 557, 1590]
divider: [1152, 946, 1560, 948]
ad-answer: Ὅπως προτιμᾶτε, χωρὶς προσοχὴν ἐπιδαρυνσεως!: [964, 2035, 1119, 2080]
article-body: ΑΘΗΝΑΙ, 2.— Ἀνακοινοῦται ὅτι τὰ γραφεῖα τῆς ἀμερικανικῆς πρεσβείας θὰ παραμείνουν κλειστὰ σήμερον καὶ αὔριον ἐπὶ τῇ ἐθνικῇ ἑορτῇ.: [1361, 625, 1558, 668]
headline: ΑΙ ΚΑΤΑΣΚΗΝΩΣΕΙΣ ΤΟΥ ΠΡΟΣΩΠΙΚΟΥ ΤΗΣ Δ.Ε.Η.: [381, 1229, 550, 1258]
article-body: ΕΚ ΤΗΣ Β' ΤΑΞΕΩΣ ΠΡΟΑΓΟΝΤΑΙ: Ἀβραμίδης Ἀθαν., Ἀποστολίδης Βασ., Βαφειάδης Χρ., Γαλανόπουλος Κων., Δαμιανίδης Ἀπ., Ἐλευθεριάδης Γεώργ., Ζωγράφος Νικ., Ἠλιάδης Παν., Θωμαΐδης Ἀναστ., Καλαϊτζίδης Στέφ., Κυριακίδης Ἰωάν., Λιόλιος Δημ., Μουρατίδης Χαρ., Νεοφύτου Ἰάκ., Παντελίδης Σταύρ., Ρουσσάκης Μιχ., Σιδηρόπουλος Ἀντ., Τριανταφυλλίδης Γεώργ., Φιλιππίδης Κων.: [572, 350, 752, 479]
headline: ΑΝΑΜΕΝΕΤΑΙ ΠΑΡΑΙΤΗΣΙΣ ΤΟΥ ΜΠΕΝ ΓΚΟΥΡΙΟΝ: [1368, 1078, 1552, 1116]
headline: ΕΜΕΙΩΘΗ ΤΟ ΣΥΝΑΛΛΑΓΜΑ ΕΞ ΑΔΗΛΩΝ ΠΟΡΩΝ ΛΟΓΩ ΤΗΣ ΔΙΕΘΝΟΥΣ ΝΑΥΤΙΛΙΑΚΗΣ ΚΡΙΣΕΩΣ: [24, 767, 345, 895]
subheading: ΤΗΣ ΕΜΠΟΡΙΚΗΣ ΘΗΛΕΩΝ: [570, 1269, 712, 1281]
article-body: Ἐργατοϋπαλληλικὸν χθὲς εἰς τὴν αἴθουσαν τοῦ ἐργατικοῦ κέντρου τὸ ἐτήσιον συνέδριον τῶν ὀργανώσεων τοῦ Ἐργατικοῦ Κέντρου Θεσσαλονίκης εἰς τὸ ὁποῖον ἔλαβον μέρος ἀντιπρόσωποι τῶν 180 σωματείων. Ὁ πρόεδρος τοῦ κέντρου ἀνέπτυξε τὰ αἰτήματα τῶν ἐργαζομένων καὶ ἐτόνισε τὴν ἀνάγκην αὐξήσεως τῶν μισθῶν καὶ ἡμερομισθίων ἐν ὄψει τῆς αὐξήσεως τοῦ τιμαρίθμου. Μετὰ ἀπὸ μακρὰν συζήτησιν ἐνεκρίθη παμψηφεὶ ψήφισμα τὸ ὁποῖον θὰ ὑποβληθῇ εἰς τὸν ὑπουργὸν Ἐργασίας.: [1361, 223, 1558, 364]
article-body: Ἡ ἔνωσις ἐργατοϋπαλλήλων ὀργανισμοῦ λιμένος Θεσσαλονίκης ἐζήτησε τὴν αὔξησιν τῶν ἀποδοχῶν της. Οἱ καπνεργάται τῆς πόλεως συνῆλθον εἰς γενικὴν συνέλευσιν.: [374, 1410, 557, 1464]
ad-caption: Στὸ ἀεροπλάνο τῆς Ὁλλανδίας !: [768, 1942, 979, 1957]
article-body: Ἐξεδόθησαν χθὲς τὰ ἀποτελέσματα τοῦ γυμνασίου Τούμπας, τὸ ὁποῖον ἔχουν ὡς ἑξῆς: ΕΚ ΤΗΣ Α' ΤΑΞΕΩΣ ΠΡΟΑΓΟΝΤΑΙ: Ἀγγελίδης Κων., Ἀθανασιάδης Νικ., Ἀλεξίου Γεώργ., Ἀναστασιάδης Ἰωάν., Βασιλείου Δημ., Γεωργιάδης Παν., Δημητρίου Ἀθαν., Πέτρος, Μαυρίδης Ἰορδάνης, Νικολαΐδης Ἠλίας, Ξανθόπουλος Νικ., Οἰκονόμου Βασ., Παπαδόπουλος Γεώργ., Ραφαηλίδης Ἀντ., Σαββίδης Χαρ., Τσολάκης Δημ., Φωτιάδης Ἀλ., Χατζηδάκης Ἐμμ.: [572, 161, 945, 1591]
article-body: Ὑπὸ τῆς ἐμπορικῆς σχολῆς ἀρρένων ἐξεδόθησαν τὰ ἀποτελέσματα τῶν ἐξετάσεων. ΕΚ ΤΗΣ Α' ΤΑΞΕΩΣ ΠΡΟΑΓΟΝΤΑΙ: Ἀναστασίου Δημ., Βλάχος Γεώργ., Γούλας Κων., Δούμας Νικ., Ζησόπουλος Ἀπ., Καρακώστας Ἰωάν., Μαλάμος Ἀντ., Νούσιος Χρ., Παπαδάκης Ἀθαν., Ῥάπτης Σταύρ.: [572, 866, 752, 953]
face-icon: ☺: [680, 2114, 725, 2159]
article-body: ΕΚ ΤΗΣ Β' ΤΑΞΕΩΣ ΠΡΟΑΓΟΝΤΑΙ: Ἀβραμίδης Ἀθαν., Ἀποστολίδης Βασ., Βαφειάδης Χρ., Γαλανόπουλος Κων., Δαμιανίδης Ἀπ., Ἐλευθεριάδης Γεώργ., Ζωγράφος Νικ., Ἠλιάδης Παν., Θωμαΐδης Ἀναστ., Καλαϊτζίδης Στέφ., Κυριακίδης Ἰωάν., Λιόλιος Δημ., Μουρατίδης Χαρ., Νεοφύτου Ἰάκ., Παντελίδης Σταύρ., Ρουσσάκης Μιχ., Σιδηρόπουλος Ἀντ., Τριανταφυλλίδης Γεώργ., Φιλιππίδης Κων.: [764, 231, 945, 361]
ad-headline: ...ποῦ εἶναι;: [661, 1844, 1084, 1917]
ad-question: Σὰν καλὰ φαίνεται νὰ εἶναι...: [631, 2158, 777, 2187]
headline: Η ΜΕΓΑΛΗ ΑΠΕΡΓΙΑ ΤΩΝ ΙΤΑΛΩΝ ΝΑΥΤΙΚΩΝ ΗΠΕΙΛΗΣΕΝ ΕΠΕΙΣΟΔΙΑ ΕΙΣ ΤΑΣ ΔΥΟ ΒΟΥΛΑΣ: [1179, 1166, 1533, 1225]
article-body: Ἐκ θαλάττης ἐκ διεξαγωγὴ ἀξιοσημείωτων ἐπιθέσεων τῆς φετεινῆς χρονιᾶς ὁ ἀγὼν ἐφήβων τῶν δύο χωρῶν διεξήχθη εἰς τὸ γήπεδον τοῦ Σπόρτιγκ ἐνώπιον πολλῶν θεατῶν. Ἡ ἑλληνικὴ ὁμὰς ἐπαρουσίασεν ἀρκετὰ καλὴν εἰκόνα ἀλλὰ οἱ Ἰταλοὶ ὑπερετέρησαν εἰς τὴν τεχνικήν. Ὑπὸ τὴν διαιτησίαν τοῦ κ. Μαυρίδου αἱ ὁμάδες παρετάχθησαν ὡς ἑξῆς. Οἱ κοινοὶ ἀγῶνες τῆς Κυριακῆς ἐπροκάλεσαν ζωηρὸν ἐνδιαφέρον εἰς τοὺς φιλάθλους τῆς πόλεως. Εἰς τὸ πρωτάθλημα τῆς Θεσσαλονίκης ὁ Ἡρακλῆς ἐνίκησε τὸν Ἄρην, ὁ ΠΑΟΚ τὸν Μακεδονικόν.: [10, 362, 359, 448]
article-body: ΑΘΗΝΑΙ, 2.— Ὁ ὑπουργὸς Δικαιοσύνης ὑπέγραψε διάταγμα διὰ τοῦ ὁποίου αἱ φυλακαὶ τοῦ κράτους κατανέμονται εἰς ἑπτὰ σωφρονιστικὰς περιφερείας. Ἡ πρώτη περιλαμβάνει τὰς φυλακὰς Ἀθηνῶν, ἡ δευτέρα Πελοποννήσου, ἡ τρίτη Θεσσαλίας, ἡ τετάρτη Μακεδονίας, ἡ πέμπτη Θράκης, ἡ ἕκτη Ἠπείρου καὶ ἡ ἑβδόμη Κρήτης.: [1153, 1376, 1350, 1473]
article-body: Ἐξεδόθησαν χθὲς τὰ ἀποτελέσματα τῶν προαγωγικῶν ἐξετάσεων τοῦ γυμνασίου Καλαμαριᾶς. ΕΚ ΤΗΣ Α' ΤΑΞΕΩΣ ΠΡΟΑΓΟΝΤΑΙ: Ἀβραμίδου Μαρία, Ἀλεξίου Ἑλένη, Βασιλειάδου Σοφία, Γεωργίου Ἄννα, Δημητριάδου Αἰκ., Ζαχαρίου Εὐτ., Θεοδωρίδου Φωτ., Ἰωαννίδου Κυρ., Καλογεροπούλου Δέσπ., Κωνσταντινίδου Χρυσ., Λαζαρίδου Παρ., Μαυρίδου Ἀγγ., Νικολαΐδου Βασ., Παπαδοπούλου Εἰρ., Σαββίδου Μελ., Τσολάκη Ἀθην.: [572, 971, 752, 1111]
column-rule: [366, 8, 367, 2342]
article-body: ΡΩΜΗ, 2 (Ἀσ. Πρές).— Ἡ ἀπεργία τῶν ναυτικῶν συνεχίζεται.: [1361, 1247, 1558, 1268]
article-body: ΣΕΡΡΑΙ, 2.— Ὑπὸ τὴν προεδρίαν τοῦ νομάρχου συνῆλθε τὸ νομαρχιακὸν συμβούλιον πρὸς ἐξέτασιν ζητημάτων τοῦ νομοῦ. Εἰς τὴν Νέαν Ζίχνην ἐγένοντο τὰ ἐγκαίνια τοῦ νέου σχολικοῦ κτιρίου.: [10, 1379, 359, 1411]
klm-advertisement: [570, 1592, 1143, 2341]
ad-answer: Μὲ τὴν KLM, ἀσφαλῶς!: [945, 1996, 1101, 2011]
headline: ΔΙΕΚΟΠΗ Η ΧΟΡΗΓΗΣΙΣ ΕΓΚΡΙΣΕΩΝ ΕΙΣΑΓΩΓΗΣ ΞΥΛΕΙΑΣ ΚΑΙ ΧΑΡΤΟΜΑΖΗΣ ΕΚ ΔΥΤΙΚΩΝ ΧΩΡΩΝ: [386, 11, 545, 79]
subheading: ΑΠΟ ΤΑΣ ΣΕΡΡΑΣ: [8, 1328, 102, 1340]
article-body: ΑΘΗΝΑΙ, 2.— Αὔριον ἐπιστρέφει εἰς Ἀθήνας ὁ πρωθυπουργὸς κ. Καραμανλῆς μετὰ σύντομον ἀνάπαυσιν.: [374, 1181, 557, 1224]
article-body: Οἱ εὑρισκόμενοι εἰς Θεσσαλονίκην Ἰταλοὶ δόκιμοι τῆς Ναυτικῆς Ἀκαδημίας τοῦ Λιβόρνου ἐπεσκέφθησαν χθὲς τὰ βυζαντινὰ μνημεῖα τῆς πόλεως καὶ τὸ ἀρχαιολογικὸν μουσεῖον. Τὸ ἀπόγευμα ἐδόθη δεξίωσις πρὸς τιμήν των.: [374, 622, 557, 698]
article-body: ΡΩΜΗ, 2 (Ἀσ. Πρές).— Ἡ ἀπεργία τῶν ναυτικῶν συνεχίζεται.: [1361, 1274, 1558, 1296]
article-columns: [1152, 1015, 1560, 1155]
column-rule: [1145, 8, 1146, 2342]
article-body: ΑΘΗΝΑΙ, 2.— Ἡ Τράπεζα τῆς Ἑλλάδος ἔπαυσε τὴν χορήγησιν ἐγκρίσεων εἰσαγωγῆς ξυλείας καὶ χαρτομάζης ἐκ τῶν δυτικῶν χωρῶν ὡς ἐκ τῆς ἐξαντλήσεως τῶν σχετικῶν ποσοστώσεων. Οἱ εἰσαγωγεῖς καλοῦνται νὰ στραφοῦν πρὸς τὰς χώρας μὲ τὰς ὁποίας ἡ Ἑλλὰς ἔχει συνάψει συμφωνίας κλήριγκ. Ἡ ἀπόφασις ἐπροκάλεσε ζωηρὰς ἀντιδράσεις εἰς τοὺς ἐμπορικοὺς κύκλους.: [374, 220, 557, 349]
headline: ΑΠΑΓΩΓΗ ΕΙΣ ΚΑΤΕΡΙΝΗΝ ΜΕ ΑΙΣΙΟΝ ΤΕΛΟΣ: [387, 950, 544, 992]
article-body: ΑΘΗΝΑΙ, 2.— Κατὰ τὰ στοιχεῖα τῆς Τραπέζης τῆς Ἑλλάδος τὸ συνάλλαγμα ἐξ ἀδήλων πόρων ἐμειώθη αἰσθητῶς κατὰ τὸ 1958 ἔναντι τοῦ προηγουμένου ἔτους. Τὴν μεγαλυτέραν μείωσιν παρουσιάζουν τὰ ναυτιλιακὰ ἔσοδα, γεγονὸς ὀφειλόμενον εἰς τὴν διεθνῆ κρίσιν τῆς ναυτιλίας.: [10, 958, 359, 1012]
face-icon: ☺: [700, 2026, 745, 2071]
article-body: ΕΔΕΣΣΑ, 2.— Ὑπὸ τῆς νομαρχίας καὶ τοῦ δήμου Ἐδέσσης θὰ τελεσθοῦν τὰ ἀποκαλυπτήρια τῶν προτομῶν τῶν Μακεδονομάχων Καπετὰν Κώττα καὶ Καπετὰν Ἀκρίτα. Εἰς τὴν τελετὴν θὰ παραστοῦν ἐκπρόσωποι τῶν ἀρχῶν καὶ τῶν Μακεδονικῶν σωματείων.: [374, 495, 557, 570]
headline: ΕΠΑΡΧΙΑΚΑΙ ΕΙΔΗΣΕΙΣ: [83, 1253, 285, 1325]
